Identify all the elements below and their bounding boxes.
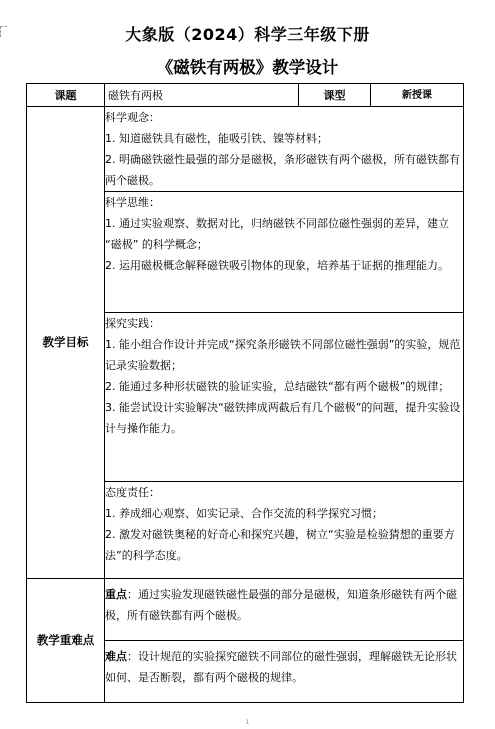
key-point-label: 重点 <box>105 588 127 601</box>
goal-block-practice <box>105 313 464 482</box>
goal-heading: 态度责任： <box>105 486 160 499</box>
goals-label: 教学目标 <box>27 107 105 579</box>
goal-item: 1. 通过实验观察、数据对比，归纳磁铁不同部位磁性强弱的差异，建立 “磁极” 的科学概念； <box>105 217 449 251</box>
keypoint-row <box>27 579 464 641</box>
keypoints-label: 教学重难点 <box>27 579 105 703</box>
topic-row <box>27 84 464 107</box>
goal-item: 2. 能通过多种形状磁铁的验证实验，总结磁铁“都有两个磁极”的规律； <box>105 380 450 393</box>
goal-block-attitude <box>105 482 464 579</box>
goal-heading: 科学观念： <box>105 111 160 124</box>
difficult-point-label: 难点 <box>105 650 127 663</box>
topic-label: 课题 <box>27 84 105 107</box>
lesson-type-label: 课型 <box>299 84 371 107</box>
lesson-plan-table <box>26 83 464 703</box>
difficult-point-body: ：设计规范的实验探究磁铁不同部位的磁性强弱，理解磁铁无论形状如何、是否断裂，都有两个磁极的规律。 <box>105 650 457 684</box>
difficult-point-cell <box>105 641 464 703</box>
goal-item: 2. 激发对磁铁奥秘的好奇心和探究兴趣，树立“实验是检验猜想的重要方法”的科学态度。 <box>105 528 455 562</box>
goal-item: 1. 养成细心观察、如实记录、合作交流的科学探究习惯； <box>105 507 383 520</box>
key-point-cell <box>105 579 464 641</box>
document-title: 大象版（2024）科学三年级下册 <box>125 25 370 44</box>
goal-item: 1. 能小组合作设计并完成“探究条形磁铁不同部位磁性强弱”的实验，规范记录实验数据； <box>105 338 461 372</box>
lesson-type-value: 新授课 <box>371 84 464 107</box>
topic-value: 磁铁有两极 <box>105 84 299 107</box>
goal-item: 2. 明确磁铁磁性最强的部分是磁极，条形磁铁有两个磁极，所有磁铁都有两个磁极。 <box>105 153 460 187</box>
goal-block-thinking <box>105 192 464 313</box>
goal-item: 3. 能尝试设计实验解决“磁铁摔成两截后有几个磁极”的问题，提升实验设计与操作能力。 <box>105 401 461 435</box>
goal-item: 2. 运用磁极概念解释磁铁吸引物体的现象，培养基于证据的推理能力。 <box>105 259 449 272</box>
goal-heading: 探究实践： <box>105 317 160 330</box>
goal-heading: 科学思维： <box>105 196 160 209</box>
key-point-body: ：通过实验发现磁铁磁性最强的部分是磁极，知道条形磁铁有两个磁极，所有磁铁都有两个磁极。 <box>105 588 457 622</box>
goal-row <box>27 107 464 192</box>
page-number: 1 <box>245 719 250 726</box>
key-point-text <box>105 584 463 626</box>
document-subtitle: 《磁铁有两极》教学设计 <box>156 58 339 77</box>
goal-block-concept <box>105 107 464 192</box>
difficult-point-text <box>105 646 463 688</box>
goal-item: 1. 知道磁铁具有磁性，能吸引铁、镍等材料； <box>105 132 328 145</box>
